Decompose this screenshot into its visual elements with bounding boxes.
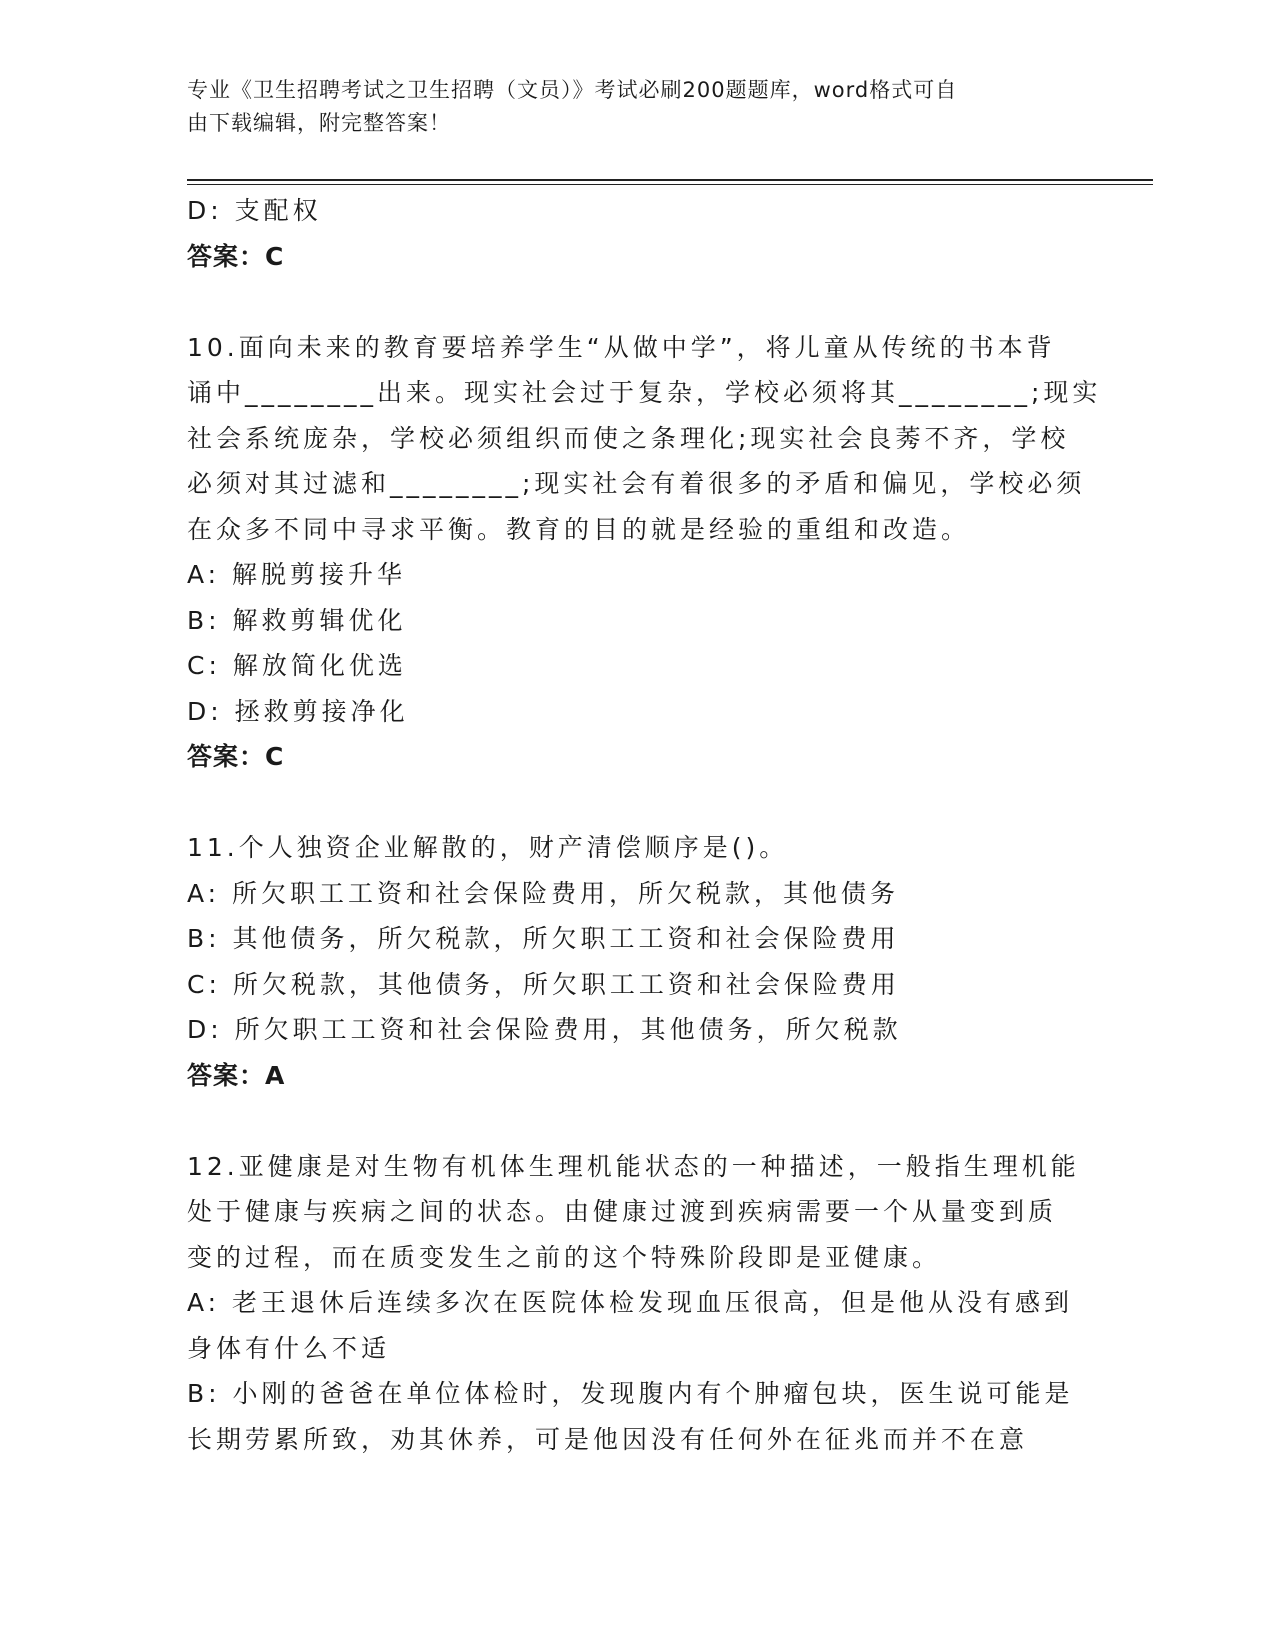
header-title-line-1: 专业《卫生招聘考试之卫生招聘（文员）》考试必刷200题题库，word格式可自 [187,78,958,102]
option-d: D: 拯救剪接净化 [187,696,409,726]
option-a: A: 所欠职工工资和社会保险费用，所欠税款，其他债务 [187,878,900,908]
question-text-line: 11.个人独资企业解散的，财产清偿顺序是()。 [187,833,789,862]
question-12 [187,1144,1080,1463]
option-b: B: 其他债务，所欠税款，所欠职工工资和社会保险费用 [187,924,900,953]
question-10 [187,325,1102,780]
questions-content [187,188,1102,1462]
option-b: B: 小刚的爸爸在单位体检时，发现腹内有个肿瘤包块，医生说可能是 [187,1379,1074,1408]
option-a: A: 老王退休后连续多次在医院体检发现血压很高，但是他从没有感到 [187,1288,1074,1317]
page-header [187,74,1067,140]
question-text-line: 必须对其过滤和________;现实社会有着很多的矛盾和偏见，学校必须 [187,469,1086,498]
question-text-line: 社会系统庞杂，学校必须组织而使之条理化;现实社会良莠不齐，学校 [187,423,1070,453]
header-title-line-2: 由下载编辑，附完整答案！ [187,111,451,135]
question-text-line: 诵中________出来。现实社会过于复杂，学校必须将其________;现实 [187,378,1102,407]
question-text-line: 处于健康与疾病之间的状态。由健康过渡到疾病需要一个从量变到质 [187,1197,1058,1226]
option-b-continuation: 长期劳累所致，劝其休养，可是他因没有任何外在征兆而并不在意 [187,1424,1029,1454]
question-text-line: 12.亚健康是对生物有机体生理机能状态的一种描述，一般指生理机能 [187,1151,1080,1181]
option-b: B: 解救剪辑优化 [187,605,407,635]
question-11 [187,825,1077,1098]
option-d: D: 支配权 [187,196,322,225]
answer-line: 答案：C [187,241,285,271]
option-d: D: 所欠职工工资和社会保险费用，其他债务，所欠税款 [187,1015,902,1044]
header-divider-thin [187,184,1153,185]
spacer [187,780,1077,826]
prev-question-tail [187,188,1077,279]
option-a: A: 解脱剪接升华 [187,560,407,589]
header-divider-thick [187,179,1153,181]
spacer [187,1098,1077,1144]
question-text-line: 在众多不同中寻求平衡。教育的目的就是经验的重组和改造。 [187,514,971,544]
question-text-line: 变的过程，而在质变发生之前的这个特殊阶段即是亚健康。 [187,1242,942,1272]
answer-line: 答案：A [187,1060,286,1090]
spacer [187,279,1077,325]
option-c: C: 解放简化优选 [187,651,407,680]
option-a-continuation: 身体有什么不适 [187,1333,391,1363]
option-c: C: 所欠税款，其他债务，所欠职工工资和社会保险费用 [187,969,900,999]
answer-line: 答案：C [187,742,285,771]
question-text-line: 10.面向未来的教育要培养学生“从做中学”，将儿童从传统的书本背 [187,332,1056,362]
